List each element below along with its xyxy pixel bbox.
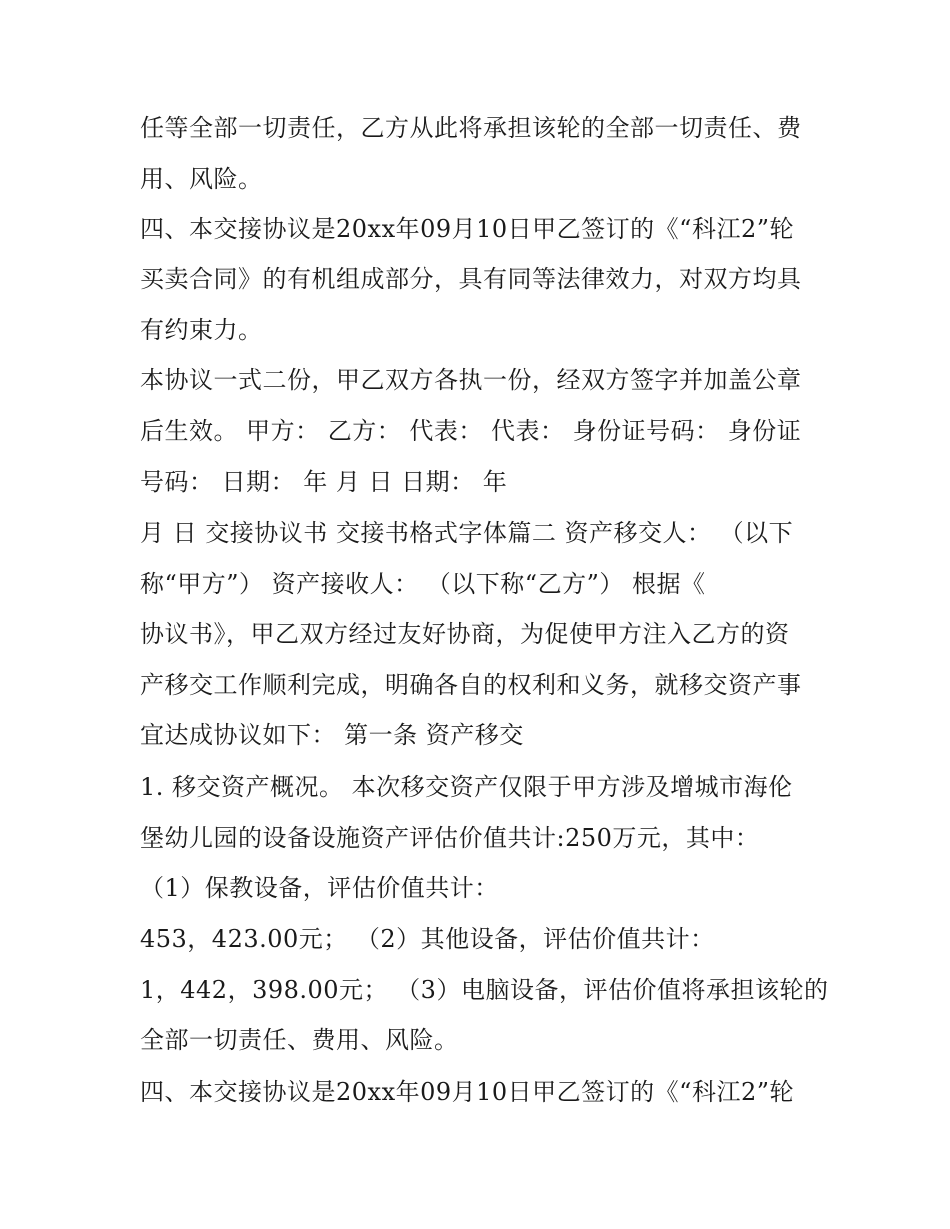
paragraph-line: 堡幼儿园的设备设施资产评估价值共计:250万元，其中： — [140, 824, 760, 852]
paragraph-line: 号码： 日期： 年 月 日 日期： 年 — [140, 468, 508, 496]
paragraph-line: 453，423.00元； （2）其他设备，评估价值共计： — [140, 925, 715, 953]
paragraph-line: 本协议一式二份，甲乙双方各执一份，经双方签字并加盖公章 — [140, 366, 802, 394]
paragraph-line: 称“甲方”） 资产接收人： （以下称“乙方”） 根据《 — [140, 570, 706, 598]
paragraph-line: 1. 移交资产概况。 本次移交资产仅限于甲方涉及增城市海伦 — [140, 773, 793, 801]
paragraph-line: 后生效。 甲方： 乙方： 代表： 代表： 身份证号码： 身份证 — [140, 417, 802, 445]
paragraph-line: 产移交工作顺利完成，明确各自的权利和义务，就移交资产事 — [140, 671, 802, 699]
paragraph-line: 1，442，398.00元； （3）电脑设备，评估价值将承担该轮的 — [140, 976, 829, 1004]
paragraph-line: 协议书》，甲乙双方经过友好协商，为促使甲方注入乙方的资 — [140, 620, 790, 648]
paragraph-line: 买卖合同》的有机组成部分，具有同等法律效力，对双方均具 — [140, 265, 802, 293]
paragraph-line: 用、风险。 — [140, 165, 263, 193]
paragraph-line: 四、本交接协议是20xx年09月10日甲乙签订的《“科江2”轮 — [140, 1078, 794, 1106]
paragraph-line: 宜达成协议如下： 第一条 资产移交 — [140, 721, 524, 749]
paragraph-line: 任等全部一切责任，乙方从此将承担该轮的全部一切责任、费 — [140, 114, 802, 142]
paragraph-line: 有约束力。 — [140, 316, 263, 344]
paragraph-line: 四、本交接协议是20xx年09月10日甲乙签订的《“科江2”轮 — [140, 215, 794, 243]
paragraph-line: 月 日 交接协议书 交接书格式字体篇二 资产移交人： （以下 — [140, 519, 794, 547]
paragraph-line: 全部一切责任、费用、风险。 — [140, 1026, 459, 1054]
paragraph-line: （1）保教设备，评估价值共计： — [140, 874, 499, 902]
